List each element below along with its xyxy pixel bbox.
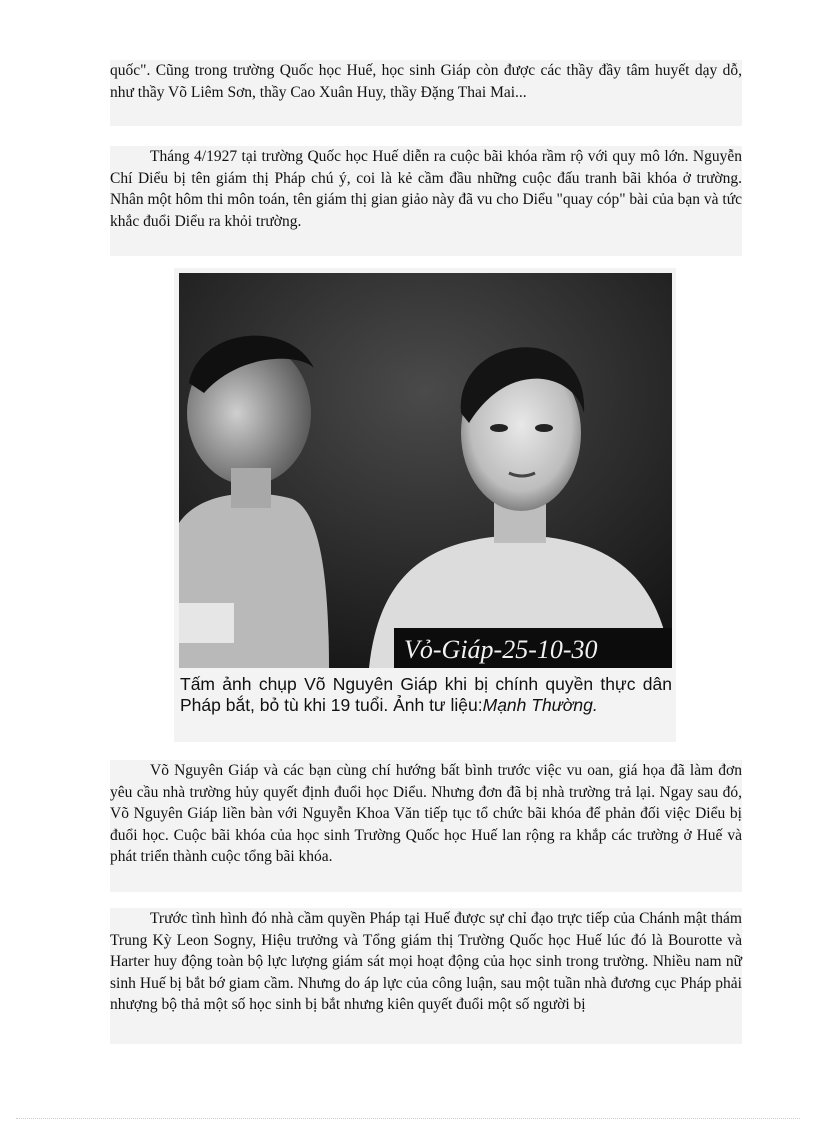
paragraph-crackdown: Trước tình hình đó nhà cầm quyền Pháp tại Huế được sự chỉ đạo trực tiếp của Chánh mật thám Trung Kỳ Leon Sogny, Hiệu trưởng và Tổng giám thị Trường Quốc học Huế lúc đó là Bourotte và Harter huy động toàn bộ lực lượng giám sát mọi hoạt động của học sinh trong trường. Nhiều nam nữ sinh Huế bị bắt bớ giam cầm. Nhưng do áp lực của công luận, sau một tuần nhà đương cục Pháp phải nhượng bộ thả một số học sinh bị bắt nhưng kiên quyết đuổi một số người bị [110,908,742,1044]
page-bottom-rule [16,1118,800,1119]
mugshot-image [179,273,672,668]
photo-caption [180,674,672,716]
paragraph-petition: Võ Nguyên Giáp và các bạn cùng chí hướng bất bình trước việc vu oan, giá họa đã làm đơn yêu cầu nhà trường hủy quyết định đuổi học Diểu. Nhưng đơn đã bị nhà trường trả lại. Ngay sau đó, Võ Nguyên Giáp liền bàn với Nguyễn Khoa Văn tiếp tục tổ chức bãi khóa để phản đối việc Diểu bị đuổi học. Cuộc bãi khóa của học sinh Trường Quốc học Huế lan rộng ra khắp các trường ở Huế và phát triển thành cuộc tổng bãi khóa. [110,760,742,892]
caption-credit: Mạnh Thường. [482,695,598,715]
historical-photo [179,273,672,668]
paragraph-continuation: quốc". Cũng trong trường Quốc học Huế, học sinh Giáp còn được các thầy đầy tâm huyết dạy dỗ, như thầy Võ Liêm Sơn, thầy Cao Xuân Huy, thầy Đặng Thai Mai... [110,60,742,126]
photo-figure [174,268,676,742]
caption-text: Tấm ảnh chụp Võ Nguyên Giáp khi bị chính quyền thực dân Pháp bắt, bỏ tù khi 19 tuổi. Ảnh tư liệu: [180,674,672,715]
paragraph-strike-1927: Tháng 4/1927 tại trường Quốc học Huế diễn ra cuộc bãi khóa rầm rộ với quy mô lớn. Nguyễn Chí Diểu bị tên giám thị Pháp chú ý, coi là kẻ cầm đầu những cuộc đấu tranh bãi khóa ở trường. Nhân một hôm thi môn toán, tên giám thị gian giảo này đã vu cho Diểu "quay cóp" bài của bạn và tức khắc đuổi Diểu ra khỏi trường. [110,146,742,256]
photo-label: Vỏ-Giáp-25-10-30 [404,635,598,664]
